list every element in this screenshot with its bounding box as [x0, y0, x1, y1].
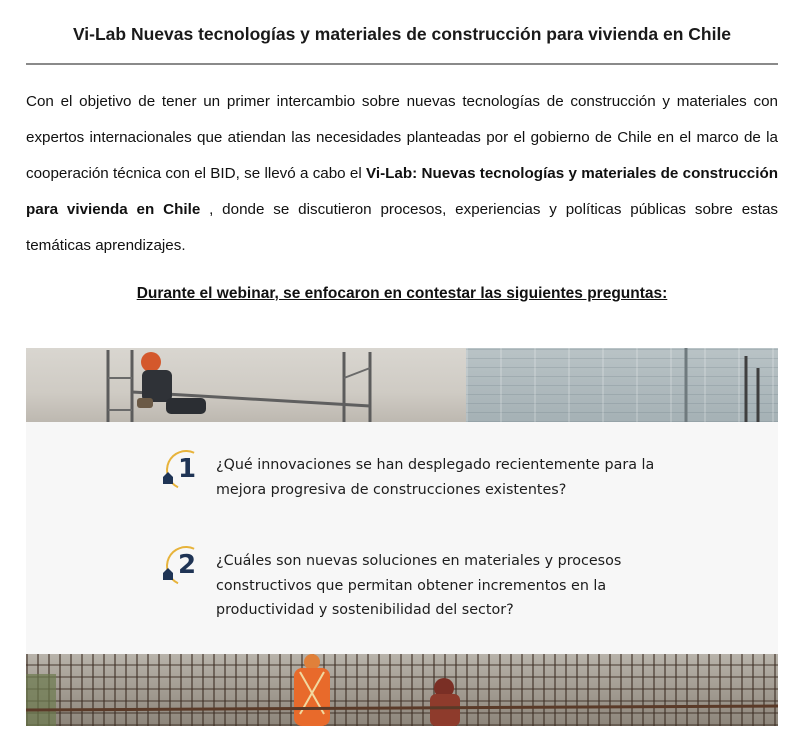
page-title: Vi-Lab Nuevas tecnologías y materiales de construcción para vivienda en Chile: [72, 24, 732, 44]
intro-bold-event-name: Vi-Lab: Nuevas tecnologías y materiales de construcción para vivienda en Chile: [26, 165, 778, 218]
workers-illustration: [26, 654, 778, 726]
question-text: ¿Qué innovaciones se han desplegado recientemente para la mejora progresiva de construcciones existentes?: [216, 457, 655, 498]
construction-photo-bottom: [26, 654, 778, 726]
title-divider: [26, 63, 778, 65]
question-number-badge: [166, 450, 212, 496]
question-number: 2: [178, 550, 197, 580]
house-icon: [163, 568, 173, 580]
question-number-badge: [166, 546, 212, 592]
questions-subheading: Durante el webinar, se enfocaron en contestar las siguientes preguntas:: [136, 285, 668, 302]
house-icon: [163, 472, 173, 484]
question-number: 1: [178, 454, 197, 484]
intro-text-1: Con el objetivo de tener un primer intercambio sobre nuevas tecnologías de construcción y materiales con expertos internacionales que atiendan las necesidades planteadas por el gobierno de Chile en el marco de la cooperación técnica con el BID, se llevó a cabo el: [26, 93, 778, 182]
intro-text-2: , donde se discutieron procesos, experiencias y políticas públicas sobre estas temáticas aprendizajes.: [26, 201, 778, 254]
question-text: ¿Cuáles son nuevas soluciones en materiales y procesos constructivos que permitan obtener incrementos en la productividad y sostenibilidad del sector?: [216, 553, 622, 618]
construction-photo-top: [26, 348, 778, 422]
intro-paragraph: [26, 84, 778, 264]
scaffold-worker-illustration: [26, 348, 778, 422]
questions-panel: [26, 422, 778, 654]
